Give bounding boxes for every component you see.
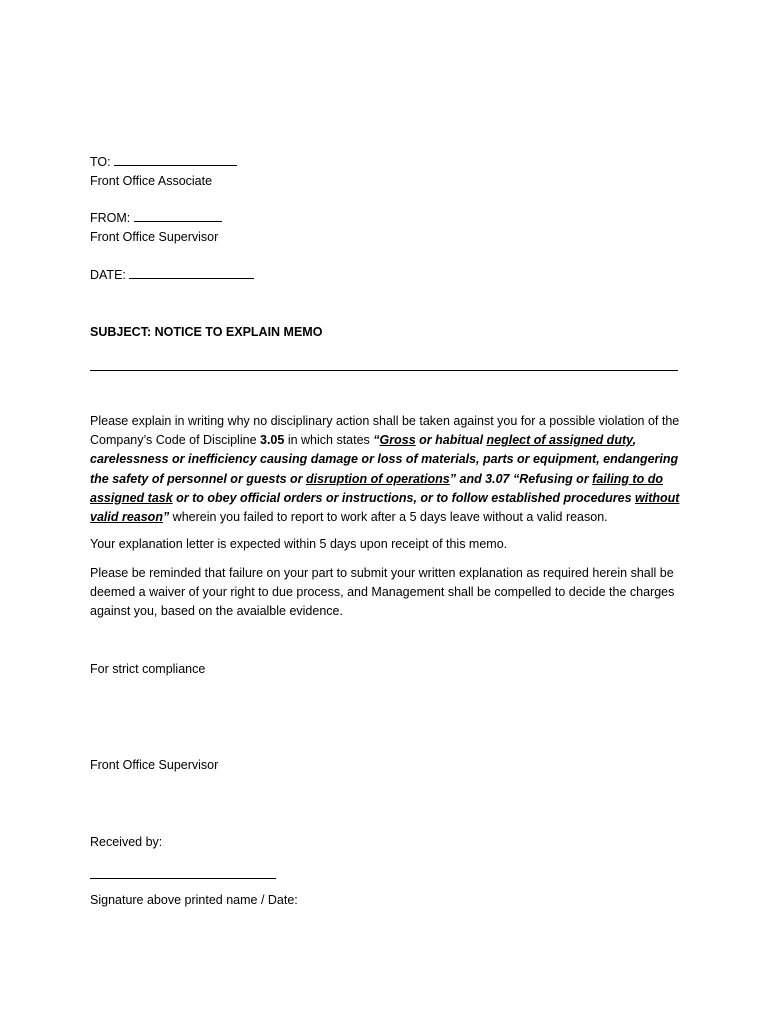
- p1-wherein: wherein you failed to report to work after a 5 days leave without a valid reason.: [169, 510, 608, 525]
- p1-without-reason: without valid reason: [90, 490, 680, 525]
- signature-line: [90, 878, 276, 879]
- p1-gross: Gross: [379, 433, 416, 448]
- header-divider: [90, 370, 678, 371]
- from-role: Front Office Supervisor: [90, 230, 219, 244]
- signature-caption: Signature above printed name / Date:: [90, 893, 298, 907]
- paragraph-reminder: Please be reminded that failure on your part to submit your written explanation as required herein shall be deemed a waiver of your right to due process, and Management shall be compelled to decide the charges against you, based on the avaialble evidence.: [90, 566, 675, 619]
- to-role: Front Office Associate: [90, 174, 213, 188]
- to-label: TO:: [90, 155, 115, 169]
- subject-line: SUBJECT: NOTICE TO EXPLAIN MEMO: [90, 325, 323, 339]
- p1-open-quote: “: [373, 433, 380, 448]
- p1-neglect: neglect of assigned duty: [486, 433, 633, 448]
- p1-disruption: disruption of operations: [306, 471, 450, 486]
- paragraph-deadline: Your explanation letter is expected within 5 days upon receipt of this memo.: [90, 537, 508, 551]
- from-blank: [134, 209, 222, 222]
- from-label: FROM:: [90, 211, 134, 225]
- p1-text-1: Please explain in writing why no disciplinary action shall be taken against you for a possible violation of the Company’s Code of Discipline: [90, 414, 680, 448]
- paragraph-violation: [90, 412, 680, 527]
- p1-habitual: or habitual: [415, 433, 487, 448]
- to-line: [90, 153, 237, 172]
- p1-failing: failing to do assigned task: [90, 471, 663, 505]
- p1-refusing: ” and 3.07 “Refusing or: [449, 471, 593, 486]
- date-line: [90, 266, 254, 285]
- p1-text-3: in which states: [284, 433, 374, 448]
- to-blank: [114, 153, 237, 166]
- p1-code-ref: 3.05: [260, 433, 285, 448]
- p1-carelessness: , carelessness or inefficiency causing damage or loss of materials, parts or equipment, endangering the safety of personnel or guests or: [90, 433, 679, 486]
- received-by-label: Received by:: [90, 835, 163, 849]
- date-label: DATE:: [90, 268, 130, 282]
- p1-obey: or to obey official orders or instructions, or to follow established procedures: [172, 490, 636, 505]
- from-line: [90, 209, 222, 228]
- compliance-note: For strict compliance: [90, 662, 206, 676]
- date-blank: [129, 266, 254, 279]
- p1-close-quote: ”: [162, 510, 170, 525]
- signatory-title: Front Office Supervisor: [90, 758, 219, 772]
